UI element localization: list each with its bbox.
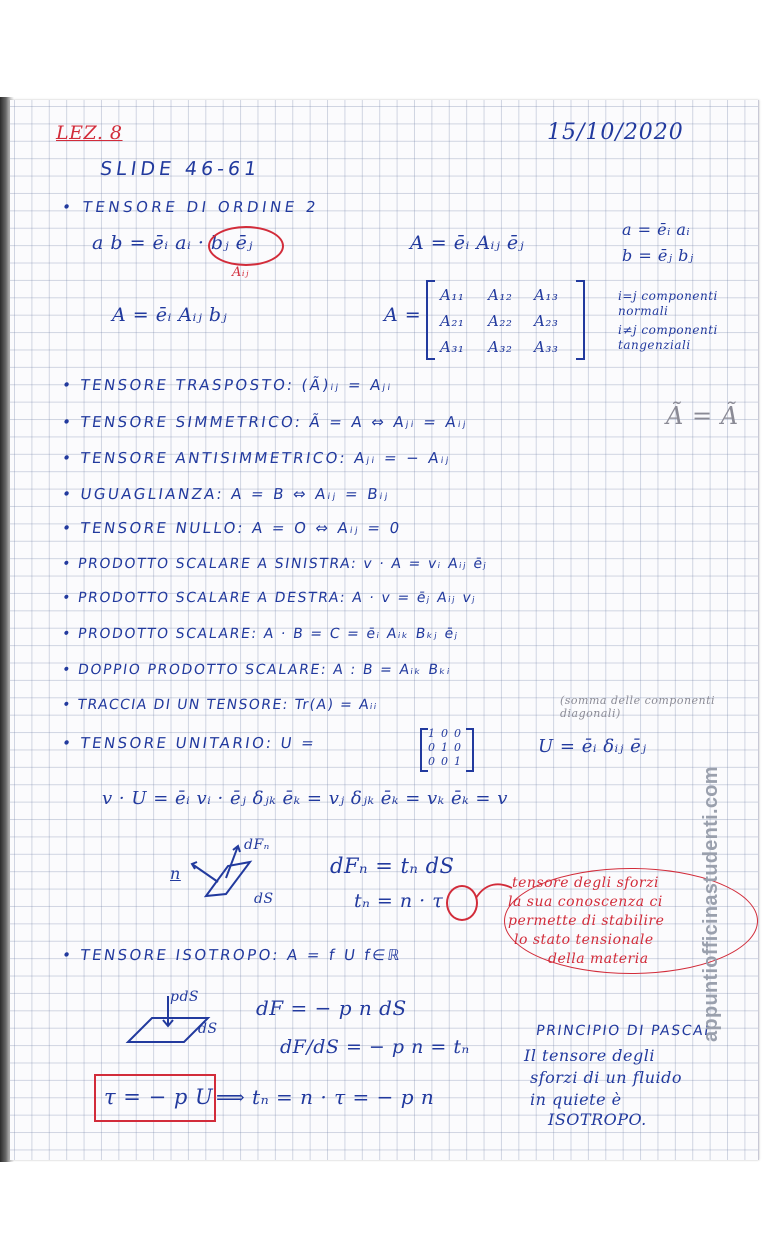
lecture-number: LEZ. 8 <box>56 122 123 144</box>
pascal-line: sforzi di un fluido <box>530 1068 683 1087</box>
diagram-label-dS: dS <box>254 891 274 907</box>
slides-range: SLIDE 46-61 <box>98 158 262 180</box>
pascal-line: ISOTROPO. <box>548 1110 647 1129</box>
scan-bottom-strip <box>0 1162 765 1260</box>
def-doppio-prodotto: • DOPPIO PRODOTTO SCALARE: A : B = Aᵢₖ Bₖᵢ <box>60 662 453 678</box>
matrix-cell: A₂₂ <box>488 312 513 330</box>
ds-label: dS <box>198 1021 218 1037</box>
unit-cell: 1 <box>441 741 449 754</box>
traccia-note: (somma delle componenti diagonali) <box>560 694 716 721</box>
def-nullo: • TENSORE NULLO: A = O ⇔ Aᵢⱼ = 0 <box>60 519 403 537</box>
matrix-cell: A₃₁ <box>440 338 465 356</box>
vu-equation: v · U = ēᵢ vᵢ · ēⱼ δⱼₖ ēₖ = vⱼ δⱼₖ ēₖ = vₖ ēₖ = v <box>102 788 508 809</box>
unit-cell: 0 <box>454 741 462 754</box>
note-tangential-components: i≠j componenti tangenziali <box>618 323 718 352</box>
stress-note-line: tensore degli sforzi <box>512 875 659 891</box>
matrix-cell: A₂₃ <box>534 312 559 330</box>
final-equation: ⟹ tₙ = n · τ = − p n <box>216 1085 435 1109</box>
stress-equation-1: dFₙ = tₙ dS <box>330 854 455 878</box>
stress-equation-2: tₙ = n · τ <box>354 890 444 912</box>
matrix-cell: A₁₂ <box>488 286 513 304</box>
def-antisimmetrico: • TENSORE ANTISIMMETRICO: Aⱼᵢ = − Aᵢⱼ <box>60 449 453 467</box>
def-simmetrico: • TENSORE SIMMETRICO: Ã = A ⇔ Aⱼᵢ = Aᵢⱼ <box>60 413 470 431</box>
def-traccia: • TRACCIA DI UN TENSORE: Tr(A) = Aᵢᵢ <box>60 697 379 713</box>
unit-matrix-bracket-right <box>466 728 474 772</box>
boxed-equation: τ = − p U <box>104 1085 214 1109</box>
matrix-bracket-right <box>576 280 585 360</box>
a-definition: a = ēᵢ aᵢ <box>622 220 691 239</box>
unit-cell: 0 <box>441 727 449 740</box>
diagram-label-n: n <box>170 864 181 883</box>
stress-note-line: permette di stabilire <box>508 913 665 929</box>
highlight-ellipse <box>208 226 284 266</box>
def-prodotto-scalare: • PRODOTTO SCALARE: A · B = C = ēᵢ Aᵢₖ Bₖⱼ ēⱼ <box>60 626 460 642</box>
unit-cell: 1 <box>428 727 436 740</box>
def-unitario: • TENSORE UNITARIO: U = <box>60 734 318 752</box>
matrix-cell: A₁₃ <box>534 286 559 304</box>
equation-ab: a b = ēᵢ aᵢ · bⱼ ēⱼ <box>92 232 253 254</box>
unit-definition: U = ēᵢ δᵢⱼ ēⱼ <box>538 736 647 757</box>
unit-cell: 0 <box>428 741 436 754</box>
unit-matrix-bracket-left <box>420 728 428 772</box>
def-prodotto-sinistra: • PRODOTTO SCALARE A SINISTRA: v · A = vᵢ Aᵢⱼ ēⱼ <box>60 556 489 572</box>
lecture-date: 15/10/2020 <box>547 120 684 145</box>
pascal-line: in quiete è <box>530 1090 622 1109</box>
note-normal-components: i=j componenti normali <box>618 289 718 318</box>
stress-note-line: lo stato tensionale <box>514 932 654 948</box>
normal-vector-arrow <box>192 864 218 882</box>
label-aij: Aᵢⱼ <box>232 265 249 280</box>
pressure-equation-1: dF = − p n dS <box>256 996 407 1020</box>
unit-cell: 1 <box>454 755 462 768</box>
b-definition: b = ēⱼ bⱼ <box>622 246 694 265</box>
def-uguaglianza: • UGUAGLIANZA: A = B ⇔ Aᵢⱼ = Bᵢⱼ <box>60 485 392 503</box>
stress-note-line: la sua conoscenza ci <box>508 894 663 910</box>
force-vector-arrow <box>226 846 238 878</box>
pascal-title: PRINCIPIO DI PASCAL <box>534 1023 715 1039</box>
heading-tensore-ordine-2: • TENSORE DI ORDINE 2 <box>60 198 321 216</box>
side-note-transpose: Ã = Ã <box>666 402 739 430</box>
connector-curve <box>476 884 512 898</box>
matrix-cell: A₁₁ <box>440 286 465 304</box>
equation-A: A = ēᵢ Aᵢⱼ ēⱼ <box>410 232 525 254</box>
pressure-equation-2: dF/dS = − p n = tₙ <box>280 1036 470 1058</box>
scan-top-band <box>0 0 765 97</box>
pascal-line: Il tensore degli <box>524 1046 655 1065</box>
unit-cell: 0 <box>428 755 436 768</box>
matrix-cell: A₂₁ <box>440 312 465 330</box>
def-prodotto-destra: • PRODOTTO SCALARE A DESTRA: A · v = ēⱼ Aᵢⱼ vⱼ <box>60 590 478 606</box>
stress-note-line: della materia <box>548 951 649 967</box>
pds-label: pdS <box>170 989 200 1005</box>
def-isotropo: • TENSORE ISOTROPO: A = f U f∈ℝ <box>60 946 404 964</box>
unit-cell: 0 <box>454 727 462 740</box>
matrix-cell: A₃₂ <box>488 338 513 356</box>
watermark-text: appuntiofficinastudenti.com <box>700 766 722 1042</box>
matrix-bracket-left <box>426 280 435 360</box>
equation-Ab: A = ēᵢ Aᵢⱼ bⱼ <box>112 304 228 326</box>
def-trasposto: • TENSORE TRASPOSTO: (Ã)ᵢⱼ = Aⱼᵢ <box>60 376 395 394</box>
unit-cell: 0 <box>441 755 449 768</box>
matrix-cell: A₃₃ <box>534 338 559 356</box>
matrix-prefix: A = <box>384 304 422 326</box>
diagram-label-dF: dFₙ <box>244 837 270 853</box>
